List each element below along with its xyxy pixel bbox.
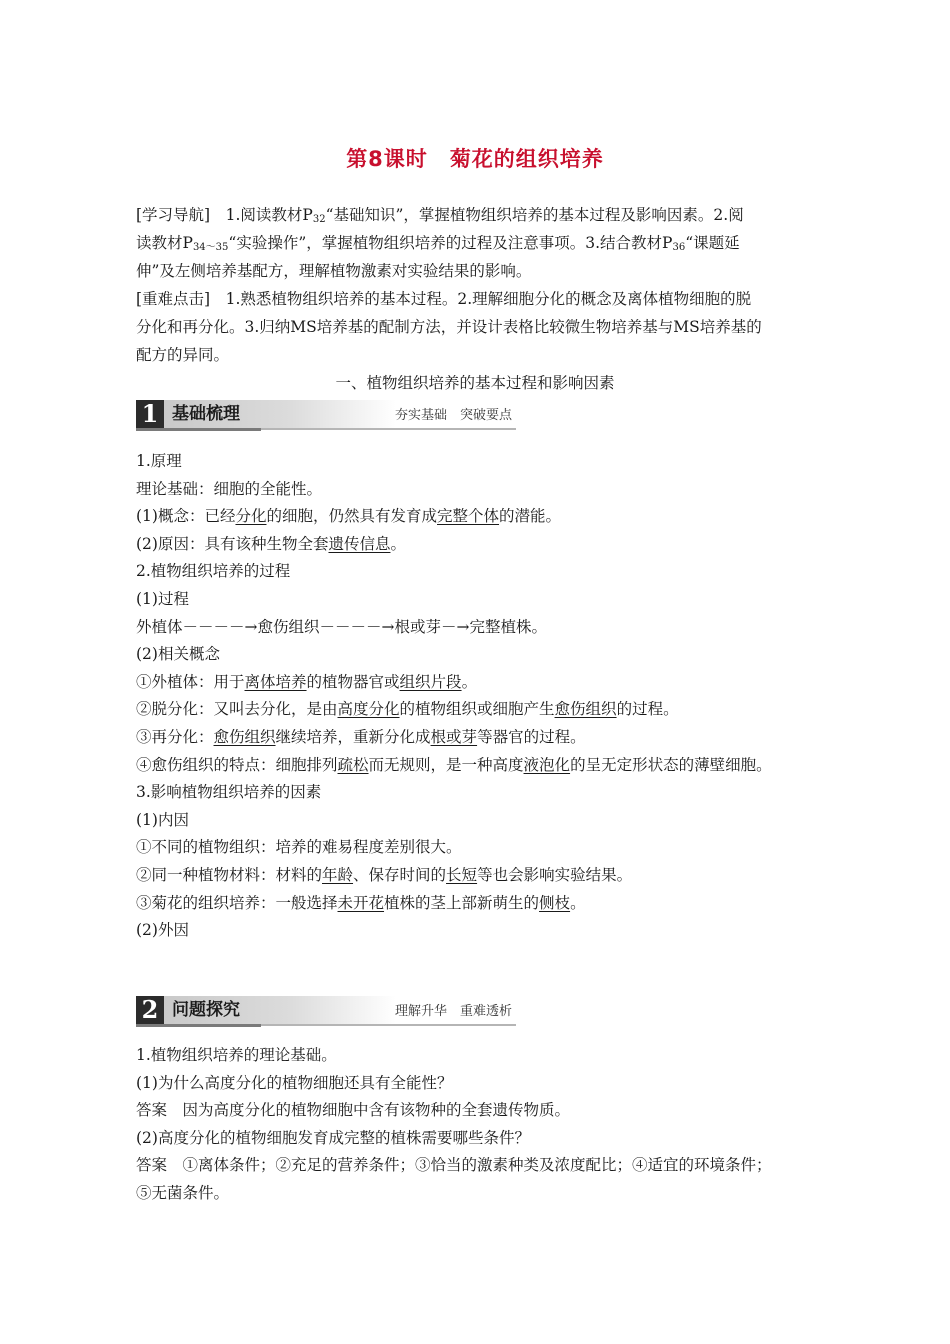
banner-subtitle: 理解升华 重难透析 bbox=[394, 1004, 512, 1019]
guide-line-2: 读教材$P_{34\sim 35}“$实验操作”，掌握植物组织培养的过程及注意事项。3.结合教材$P_{36}“$课题延 bbox=[136, 234, 740, 253]
banner-number: 2 bbox=[136, 996, 164, 1024]
text-line: ②同一种植物材料：材料的年龄、保存时间的长短等也会影响实验结果。 bbox=[136, 866, 633, 884]
text-line: (2)外因 bbox=[136, 921, 189, 940]
text-line: (1)概念：已经分化的细胞，仍然具有发育成完整个体的潜能。 bbox=[136, 507, 562, 526]
banner-label: 基础梳理 bbox=[164, 400, 396, 428]
lesson-title bbox=[0, 143, 950, 173]
banner-number: 1 bbox=[136, 400, 164, 428]
section-heading: 一、植物组织培养的基本过程和影响因素 bbox=[335, 374, 615, 392]
guide-line-3: 伸”及左侧培养基配方，理解植物激素对实验结果的影响。 bbox=[136, 262, 532, 280]
text-line: (1)过程 bbox=[136, 590, 189, 608]
text-line: 答案 ①离体条件；②充足的营养条件；③恰当的激素种类及浓度配比；④适宜的环境条件； bbox=[136, 1156, 772, 1175]
text-line: ⑤无菌条件。 bbox=[136, 1184, 230, 1202]
focus-line-1: [重难点击] 1.熟悉植物组织培养的基本过程。2.理解细胞分化的概念及离体植物细胞的脱 bbox=[136, 290, 752, 308]
guide-line-1: [学习导航] 1.阅读教材$P_{32}“$基础知识”，掌握植物组织培养的基本过程及影响因素。2.阅 bbox=[136, 206, 744, 225]
text-line: (2)高度分化的植物细胞发育成完整的植株需要哪些条件？ bbox=[136, 1128, 530, 1147]
text-line: 答案 因为高度分化的植物细胞中含有该物种的全套遗传物质。 bbox=[136, 1101, 571, 1120]
text-line: ②脱分化：又叫去分化，是由高度分化的植物组织或细胞产生愈伤组织的过程。 bbox=[136, 700, 679, 719]
focus-line-3: 配方的异同。 bbox=[136, 346, 230, 364]
lesson-number: 第8课时 bbox=[346, 147, 428, 171]
section-banner-basics bbox=[136, 400, 516, 430]
text-line: (2)原因：具有该种生物全套遗传信息。 bbox=[136, 534, 406, 553]
text-line: 1.原理 bbox=[136, 452, 182, 470]
text-line: ③再分化：愈伤组织继续培养，重新分化成根或芽等器官的过程。 bbox=[136, 728, 586, 746]
text-line: 3.影响植物组织培养的因素 bbox=[136, 783, 322, 802]
text-line: 1.植物组织培养的理论基础。 bbox=[136, 1046, 337, 1064]
text-line: 外植体－－－－→愈伤组织－－－－→根或芽－→完整植株。 bbox=[136, 617, 547, 636]
text-line: (1)为什么高度分化的植物细胞还具有全能性？ bbox=[136, 1073, 453, 1092]
text-line: ①外植体：用于离体培养的植物器官或组织片段。 bbox=[136, 672, 478, 691]
text-line: (1)内因 bbox=[136, 810, 189, 829]
banner-subtitle: 夯实基础 突破要点 bbox=[394, 408, 512, 423]
lesson-name: 菊花的组织培养 bbox=[449, 147, 604, 171]
banner-label: 问题探究 bbox=[164, 996, 396, 1024]
text-line: ①不同的植物组织：培养的难易程度差别很大。 bbox=[136, 838, 462, 857]
text-line: (2)相关概念 bbox=[136, 645, 220, 664]
text-line: ③菊花的组织培养：一般选择未开花植株的茎上部新萌生的侧枝。 bbox=[136, 893, 586, 912]
focus-line-2: 分化和再分化。3.归纳MS培养基的配制方法，并设计表格比较微生物培养基与MS培养基的 bbox=[136, 318, 762, 336]
text-line: 理论基础：细胞的全能性。 bbox=[136, 479, 323, 498]
text-line: ④愈伤组织的特点：细胞排列疏松而无规则，是一种高度液泡化的呈无定形状态的薄壁细胞。 bbox=[136, 755, 772, 774]
text-line: 2.植物组织培养的过程 bbox=[136, 562, 291, 581]
section-banner-explore bbox=[136, 996, 516, 1026]
